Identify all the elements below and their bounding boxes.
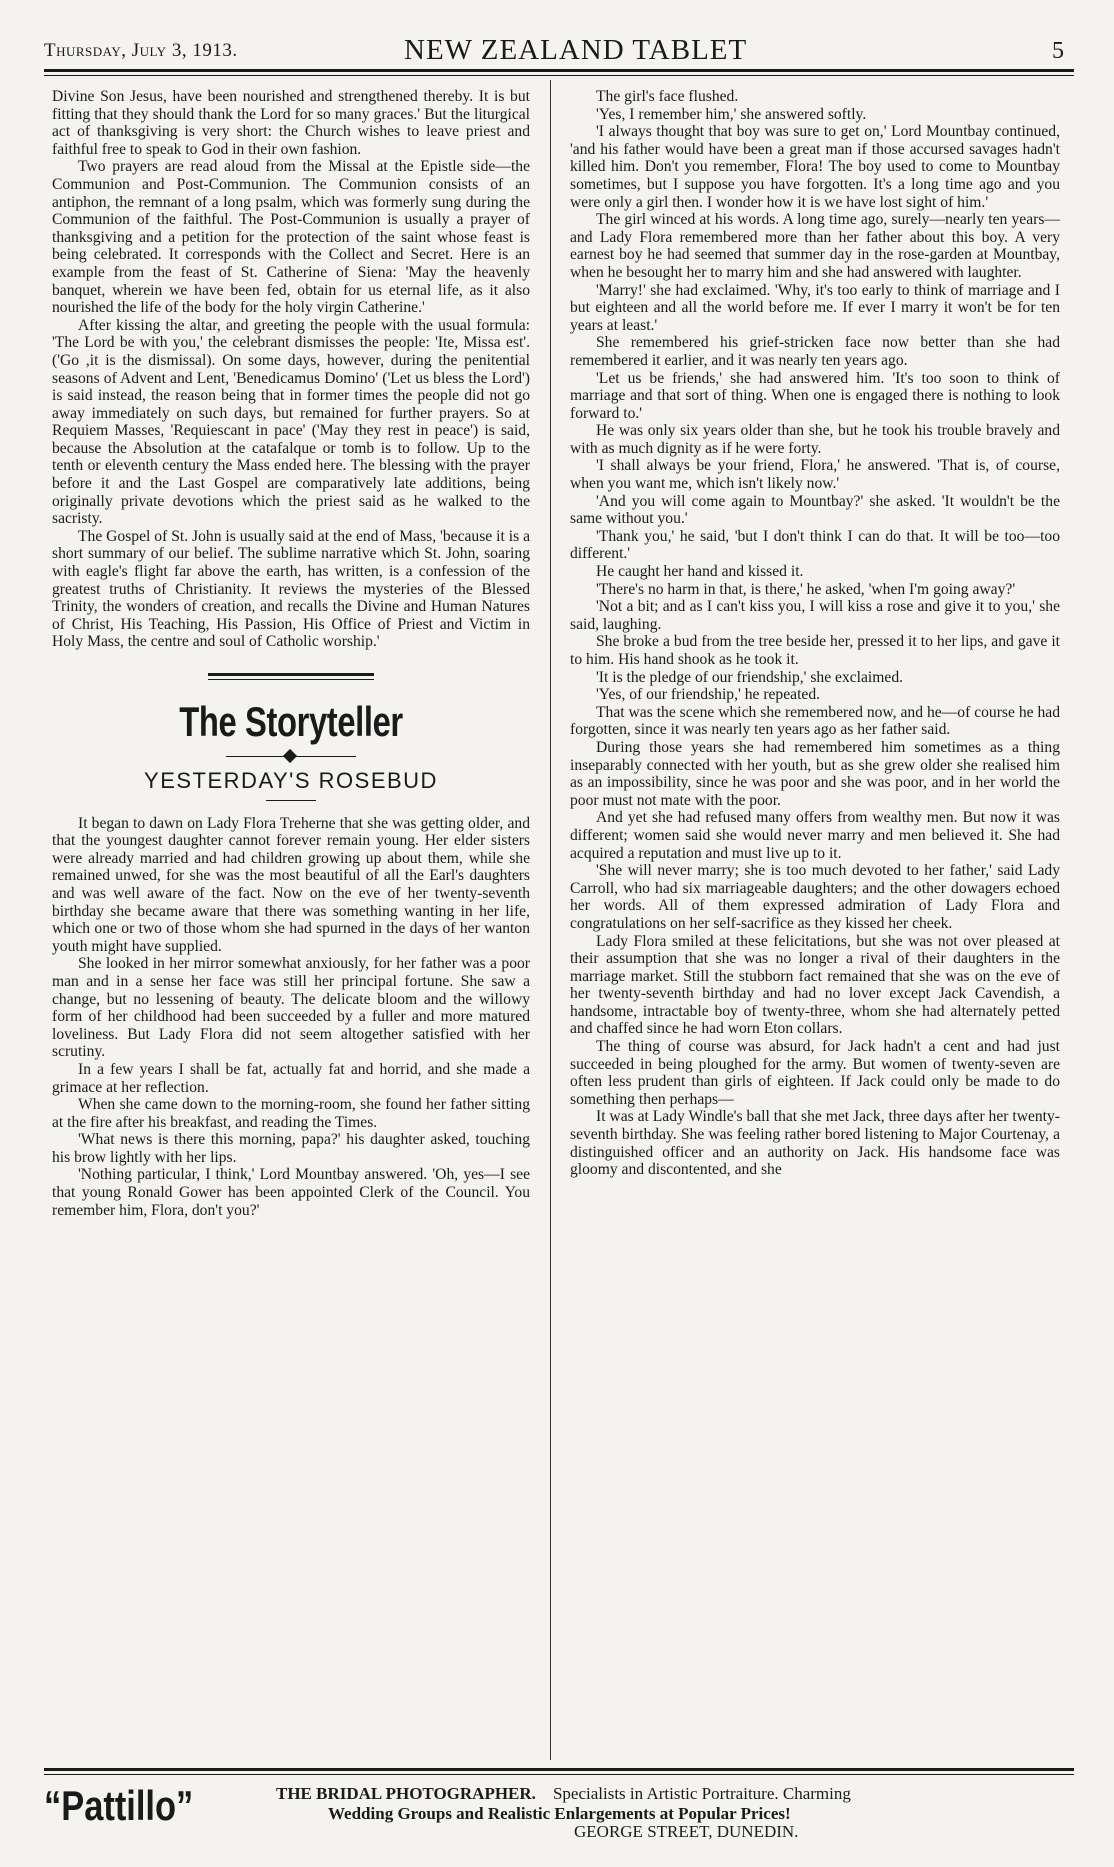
paragraph: Divine Son Jesus, have been nourished and strengthened thereby. It is but fitting that they should thank the Lord for so many graces.' But the liturgical act of thanksgiving is very short: the Church wishes to leave priest and faithful free to speak to God in their own fashion. xyxy=(52,88,530,158)
paragraph: The girl's face flushed. xyxy=(596,88,739,105)
paragraph: 'Yes, of our friendship,' he repeated. xyxy=(596,686,821,704)
paragraph: 'Not a bit; and as I can't kiss you, I will kiss a rose and give it to you,' she said, laughing. xyxy=(570,598,1060,633)
paragraph: It began to dawn on Lady Flora Treherne that she was getting older, and that the youngest daughter cannot forever remain young. Her elder sisters were already married and had children growing up about them, while she remained unwed, for she was the most beautiful of all the Earl's daughters and was well aware of the fact. Now on the eve of her twenty-seventh birthday she became aware that there was something wanting in her life, which one or two of those whom she had spurned in the days of her wanton youth might have supplied. xyxy=(52,814,530,955)
paragraph: That was the scene which she remembered now, and he—of course he had forgotten, since it was nearly ten years ago as her father said. xyxy=(570,703,1060,739)
advertisement-footer xyxy=(44,1768,1074,1841)
paragraph: She looked in her mirror somewhat anxiously, for her father was a poor man and in a sense her face was still her principal fortune. She saw a change, but no lessening of beauty. The delicate bloom and the willowy form of her childhood had been succeeded by a fuller and more matured loveliness. But Lady Flora did not seem altogether satisfied with her scrutiny. xyxy=(52,955,530,1061)
paragraph: She remembered his grief-stricken face now better than she had remembered it earlier, and it was nearly ten years ago. xyxy=(570,334,1060,369)
masthead-title: NEW ZEALAND TABLET xyxy=(404,34,748,66)
page-header xyxy=(44,34,1074,74)
footer-rule-thin xyxy=(44,1774,1074,1775)
header-rule-thin xyxy=(44,75,1074,76)
advertiser-brand: “Pattillo” xyxy=(44,1782,194,1829)
section-rule-thin xyxy=(208,679,374,680)
ornament-divider xyxy=(226,750,356,764)
paragraph: The thing of course was absurd, for Jack hadn't a cent and had just succeeded in being ploughed for the army. But women of twenty-seven are often less prudent than girls of eighteen. If Jack could only be made to do something then perhaps— xyxy=(570,1038,1060,1108)
paragraph: 'And you will come again to Mountbay?' she asked. 'It wouldn't be the same without you.' xyxy=(570,492,1060,528)
paragraph: 'She will never marry; she is too much devoted to her father,' said Lady Carroll, who had six marriageable daughters; and the other dowagers echoed her words. All of them expressed admiration of Lady Flora and congratulations on her self-sacrifice as they kissed her cheek. xyxy=(570,862,1060,932)
ad-address: GEORGE STREET, DUNEDIN. xyxy=(574,1822,799,1841)
paragraph: 'It is the pledge of our friendship,' she exclaimed. xyxy=(596,668,904,686)
header-rule xyxy=(44,69,1074,72)
paragraph: 'Thank you,' he said, 'but I don't think I can do that. It will be too—too different.' xyxy=(570,527,1060,563)
section-heading-block xyxy=(52,673,530,801)
paragraph: The Gospel of St. John is usually said at the end of Mass, 'because it is a short summary of our belief. The sublime narrative which St. John, soaring with eagle's flight far above the earth, has written, is a confession of the greatest truths of Christianity. It reviews the mysteries of the Blessed Trinity, the wonders of creation, and recalls the Divine and Human Natures of Christ, His Teaching, His Passion, His Office of Priest and Victim in Holy Mass, the centre and soul of Catholic worship.' xyxy=(52,527,530,651)
paragraph: 'Marry!' she had exclaimed. 'Why, it's too early to think of marriage and I but eighteen and all the world before me. If ever I marry it won't be for ten years at least.' xyxy=(570,281,1060,334)
page-number: 5 xyxy=(1052,38,1064,64)
paragraph: And yet she had refused many offers from wealthy men. But now it was different; women said she would never marry and men believed it. She had acquired a reputation and must live up to it. xyxy=(570,809,1060,862)
section-rule xyxy=(208,673,374,676)
paragraph: He was only six years older than she, but he took his trouble bravely and with as much dignity as if he were forty. xyxy=(570,422,1060,457)
ad-line-2: Wedding Groups and Realistic Enlargements at Popular Prices! xyxy=(328,1804,791,1823)
paragraph: After kissing the altar, and greeting the people with the usual formula: 'The Lord be with you,' the celebrant dismisses the people: 'Ite, Missa est'.('Go ,it is the dismissal). On some days, however, during the penitential seasons of Advent and Lent, 'Benedicamus Domino' ('Let us bless the Lord') is said instead, the reason being that in former times the people did not go away immediately on such days, but remained for further prayers. So at Requiem Masses, 'Requiescant in pace' ('May they rest in peace') is said, because the Absolution at the catafalque or tomb is to follow. Up to the tenth or eleventh century the Mass ended here. The blessing with the prayer before it and the Last Gospel are comparatively late additions, being originally private devotions which the priest said as he walked to the sacristy. xyxy=(52,316,530,528)
paragraph: 'What news is there this morning, papa?' his daughter asked, touching his brow lightly with her lips. xyxy=(52,1131,530,1166)
column-divider xyxy=(550,80,551,1760)
paragraph: 'Nothing particular, I think,' Lord Mountbay answered. 'Oh, yes—I see that young Ronald Gower has been appointed Clerk of the Council. You remember him, Flora, don't you?' xyxy=(52,1166,530,1219)
ad-line-1-tagline: Specialists in Artistic Portraiture. Charming xyxy=(552,1784,851,1803)
issue-date: Thursday, July 3, 1913. xyxy=(44,40,238,61)
paragraph: During those years she had remembered him sometimes as a thing inseparably connected with her youth, but as she grew older she realised him as an impossibility, since he was poor and she was poor, and in her world the poor must not mate with the poor. xyxy=(570,738,1060,809)
paragraph: 'Yes, I remember him,' she answered softly. xyxy=(596,105,867,123)
left-column xyxy=(52,88,530,1219)
paragraph: 'Let us be friends,' she had answered him. 'It's too soon to think of marriage and that sort of thing. When one is engaged there is nothing to look forward to.' xyxy=(570,369,1060,422)
story-title-rule xyxy=(266,800,316,801)
footer-rule xyxy=(44,1768,1074,1771)
ad-line-1 xyxy=(276,1784,851,1804)
paragraph: Two prayers are read aloud from the Missal at the Epistle side—the Communion and Post-Communion. The Communion consists of an antiphon, the remnant of a long psalm, which was formerly sung during the Communion of the faithful. The Post-Communion is usually a prayer of thanksgiving and a petition for the protection of the saint whose feast is being celebrated. It corresponds with the Collect and Secret. Here is an example from the feast of St. Catherine of Siena: 'May the heavenly banquet, wherein we have been fed, obtain for us eternal life, as it also nourished the life of the body for the holy virgin Catherine.' xyxy=(52,158,530,317)
section-title: The Storyteller xyxy=(179,698,403,745)
paragraph: She broke a bud from the tree beside her, pressed it to her lips, and gave it to him. His hand shook as he took it. xyxy=(570,633,1060,668)
paragraph: 'I shall always be your friend, Flora,' he answered. 'That is, of course, when you want me, which isn't likely now.' xyxy=(570,457,1060,493)
paragraph: The girl winced at his words. A long time ago, surely—nearly ten years—and Lady Flora remembered more than her father about this boy. A very earnest boy he had seemed that summer day in the rose-garden at Mountbay, when he besought her to marry him and she had answered with laughter. xyxy=(570,211,1060,281)
story-title: YESTERDAY'S ROSEBUD xyxy=(144,768,438,793)
paragraph: Lady Flora smiled at these felicitations, but she was not over pleased at their assumption that she was no longer a rival of their daughters in the marriage market. Still the stubborn fact remained that she was on the eve of her twenty-seventh birthday and had no lover except Jack Cavendish, a handsome, intractable boy of twenty-three, whom she had alternately petted and chaffed since he had worn Eton collars. xyxy=(570,932,1060,1038)
paragraph: It was at Lady Windle's ball that she met Jack, three days after her twenty-seventh birthday. She was feeling rather bored listening to Major Courtenay, a distinguished officer and an authority on Jack. His handsome face was gloomy and discontented, and she xyxy=(570,1108,1060,1179)
ad-line-1-headline: THE BRIDAL PHOTOGRAPHER. xyxy=(276,1784,536,1803)
right-column xyxy=(570,88,1060,1179)
paragraph: 'I always thought that boy was sure to get on,' Lord Mountbay continued, 'and his father would have been a great man if those accursed savages hadn't killed him. Don't you remember, Flora! The boy used to come to Mountbay sometimes, but I suppose you have forgotten. It's a long time ago and you were only a girl then. I wonder how it is we have lost sight of him.' xyxy=(570,123,1060,211)
paragraph: He caught her hand and kissed it. xyxy=(596,563,804,581)
paragraph: 'There's no harm in that, is there,' he asked, 'when I'm going away?' xyxy=(596,580,1016,598)
paragraph: In a few years I shall be fat, actually fat and horrid, and she made a grimace at her reflection. xyxy=(52,1060,530,1096)
paragraph: When she came down to the morning-room, she found her father sitting at the fire after his breakfast, and reading the Times. xyxy=(52,1096,530,1131)
